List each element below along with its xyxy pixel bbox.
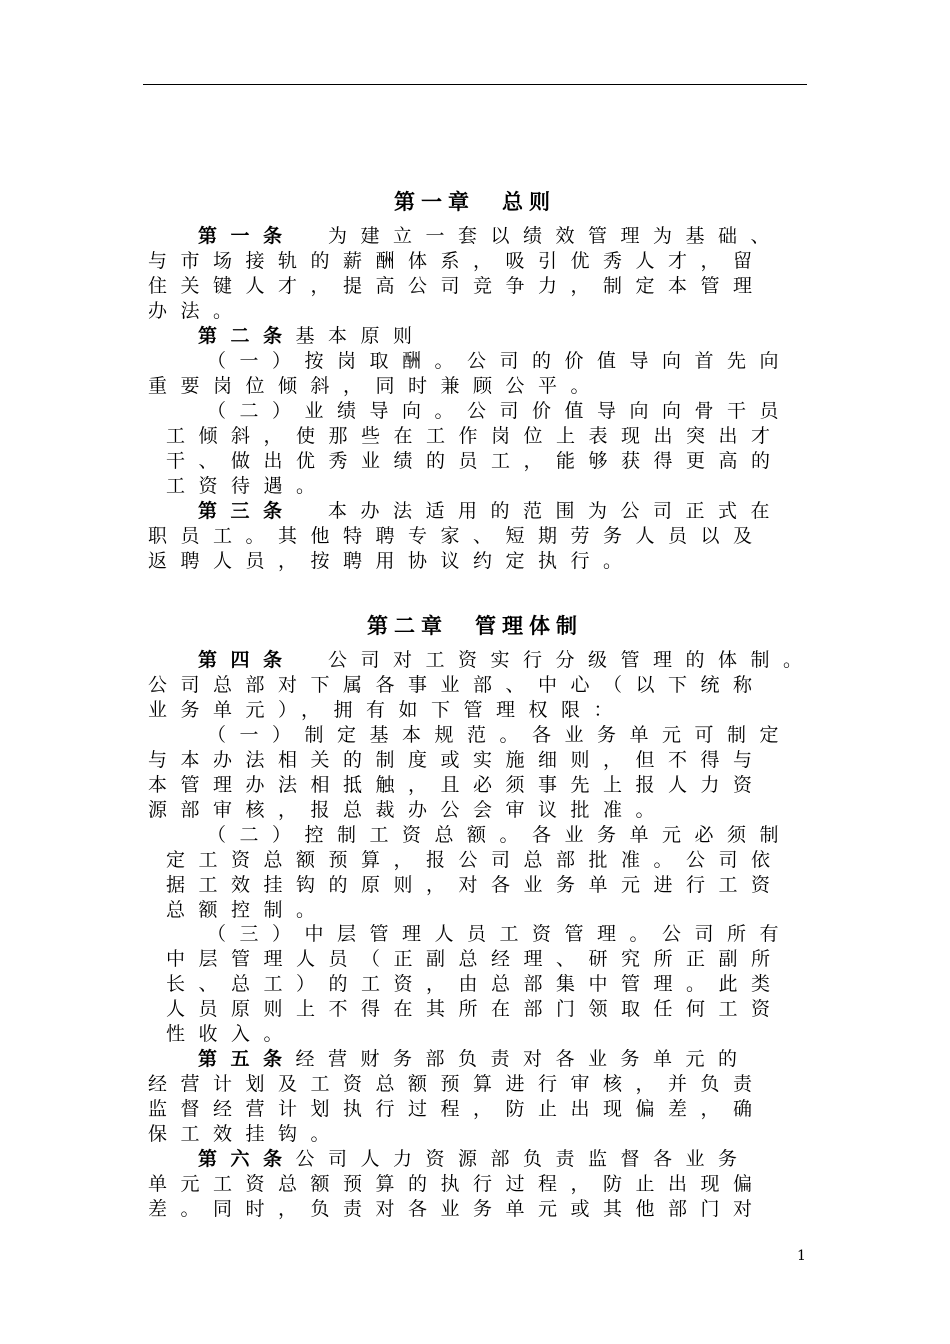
- article-text: 公司人力资源部负责监督各业务: [295, 1148, 751, 1170]
- article-4-line-4: （一）制定基本规范。各业务单元可制定: [207, 724, 793, 746]
- article-4-line-9: 定工资总额预算，报公司总部批准。公司依: [166, 849, 784, 871]
- article-4-line-8: （二）控制工资总额。各业务单元必须制: [207, 824, 793, 846]
- article-4-line-15: 人员原则上不得在其所在部门领取任何工资: [166, 998, 784, 1020]
- article-2-line-1: [198, 324, 426, 349]
- article-2-line-4: （二）业绩导向。公司价值导向向骨干员: [207, 400, 793, 422]
- article-4-line-5: 与本办法相关的制度或实施细则，但不得与: [148, 749, 766, 771]
- article-1-line-3: 住关键人才，提高公司竞争力，制定本管理: [148, 275, 766, 297]
- article-4-line-11: 总额控制。: [166, 899, 329, 921]
- article-text: 基本原则: [295, 325, 426, 347]
- article-6-line-1: [198, 1147, 751, 1172]
- article-3-line-1: [198, 499, 783, 524]
- article-2-line-3: 重要岗位倾斜，同时兼顾公平。: [148, 375, 604, 397]
- article-4-line-6: 本管理办法相抵触，且必须事先上报人力资: [148, 774, 766, 796]
- article-2-line-2: （一）按岗取酬。公司的价值导向首先向: [207, 350, 793, 372]
- article-1-line-1: [198, 224, 783, 249]
- article-label: 第六条: [198, 1148, 296, 1170]
- article-4-line-12: （三）中层管理人员工资管理。公司所有: [207, 923, 793, 945]
- article-6-line-3: 差。同时，负责对各业务单元或其他部门对: [148, 1198, 766, 1220]
- article-5-line-1: [198, 1047, 751, 1072]
- article-text: 公司对工资实行分级管理的体制。: [295, 649, 816, 671]
- article-label: 第三条: [198, 500, 296, 522]
- article-4-line-16: 性收入。: [166, 1023, 297, 1045]
- article-4-line-2: 公司总部对下属各事业部、中心（以下统称: [148, 674, 766, 696]
- article-2-line-5: 工倾斜，使那些在工作岗位上表现出突出才: [166, 425, 784, 447]
- article-4-line-7: 源部审核，报总裁办公会审议批准。: [148, 799, 669, 821]
- article-5-line-2: 经营计划及工资总额预算进行审核，并负责: [148, 1073, 766, 1095]
- article-text: 本办法适用的范围为公司正式在: [295, 500, 784, 522]
- article-3-line-2: 职员工。其他特聘专家、短期劳务人员以及: [148, 525, 766, 547]
- article-4-line-14: 长、总工）的工资，由总部集中管理。此类: [166, 973, 784, 995]
- chapter-2-title: 第二章 管理体制: [367, 614, 583, 638]
- article-4-line-1: [198, 648, 816, 673]
- article-label: 第二条: [198, 325, 296, 347]
- header-rule: [143, 84, 807, 85]
- article-6-line-2: 单元工资总额预算的执行过程，防止出现偏: [148, 1173, 766, 1195]
- article-5-line-4: 保工效挂钩。: [148, 1123, 344, 1145]
- article-4-line-13: 中层管理人员（正副总经理、研究所正副所: [166, 948, 784, 970]
- chapter-1-title: 第一章 总则: [394, 190, 556, 214]
- article-label: 第一条: [198, 225, 296, 247]
- article-label: 第四条: [198, 649, 296, 671]
- article-label: 第五条: [198, 1048, 296, 1070]
- article-2-line-6: 干、做出优秀业绩的员工，能够获得更高的: [166, 450, 784, 472]
- article-text: 经营财务部负责对各业务单元的: [295, 1048, 751, 1070]
- article-text: 为建立一套以绩效管理为基础、: [295, 225, 784, 247]
- article-2-line-7: 工资待遇。: [166, 475, 329, 497]
- article-3-line-3: 返聘人员，按聘用协议约定执行。: [148, 550, 636, 572]
- article-1-line-4: 办法。: [148, 300, 246, 322]
- article-5-line-3: 监督经营计划执行过程，防止出现偏差，确: [148, 1098, 766, 1120]
- page-number: 1: [797, 1248, 806, 1264]
- article-1-line-2: 与市场接轨的薪酬体系，吸引优秀人才，留: [148, 250, 766, 272]
- article-4-line-3: 业务单元），拥有如下管理权限：: [148, 699, 627, 721]
- article-4-line-10: 据工效挂钩的原则，对各业务单元进行工资: [166, 874, 784, 896]
